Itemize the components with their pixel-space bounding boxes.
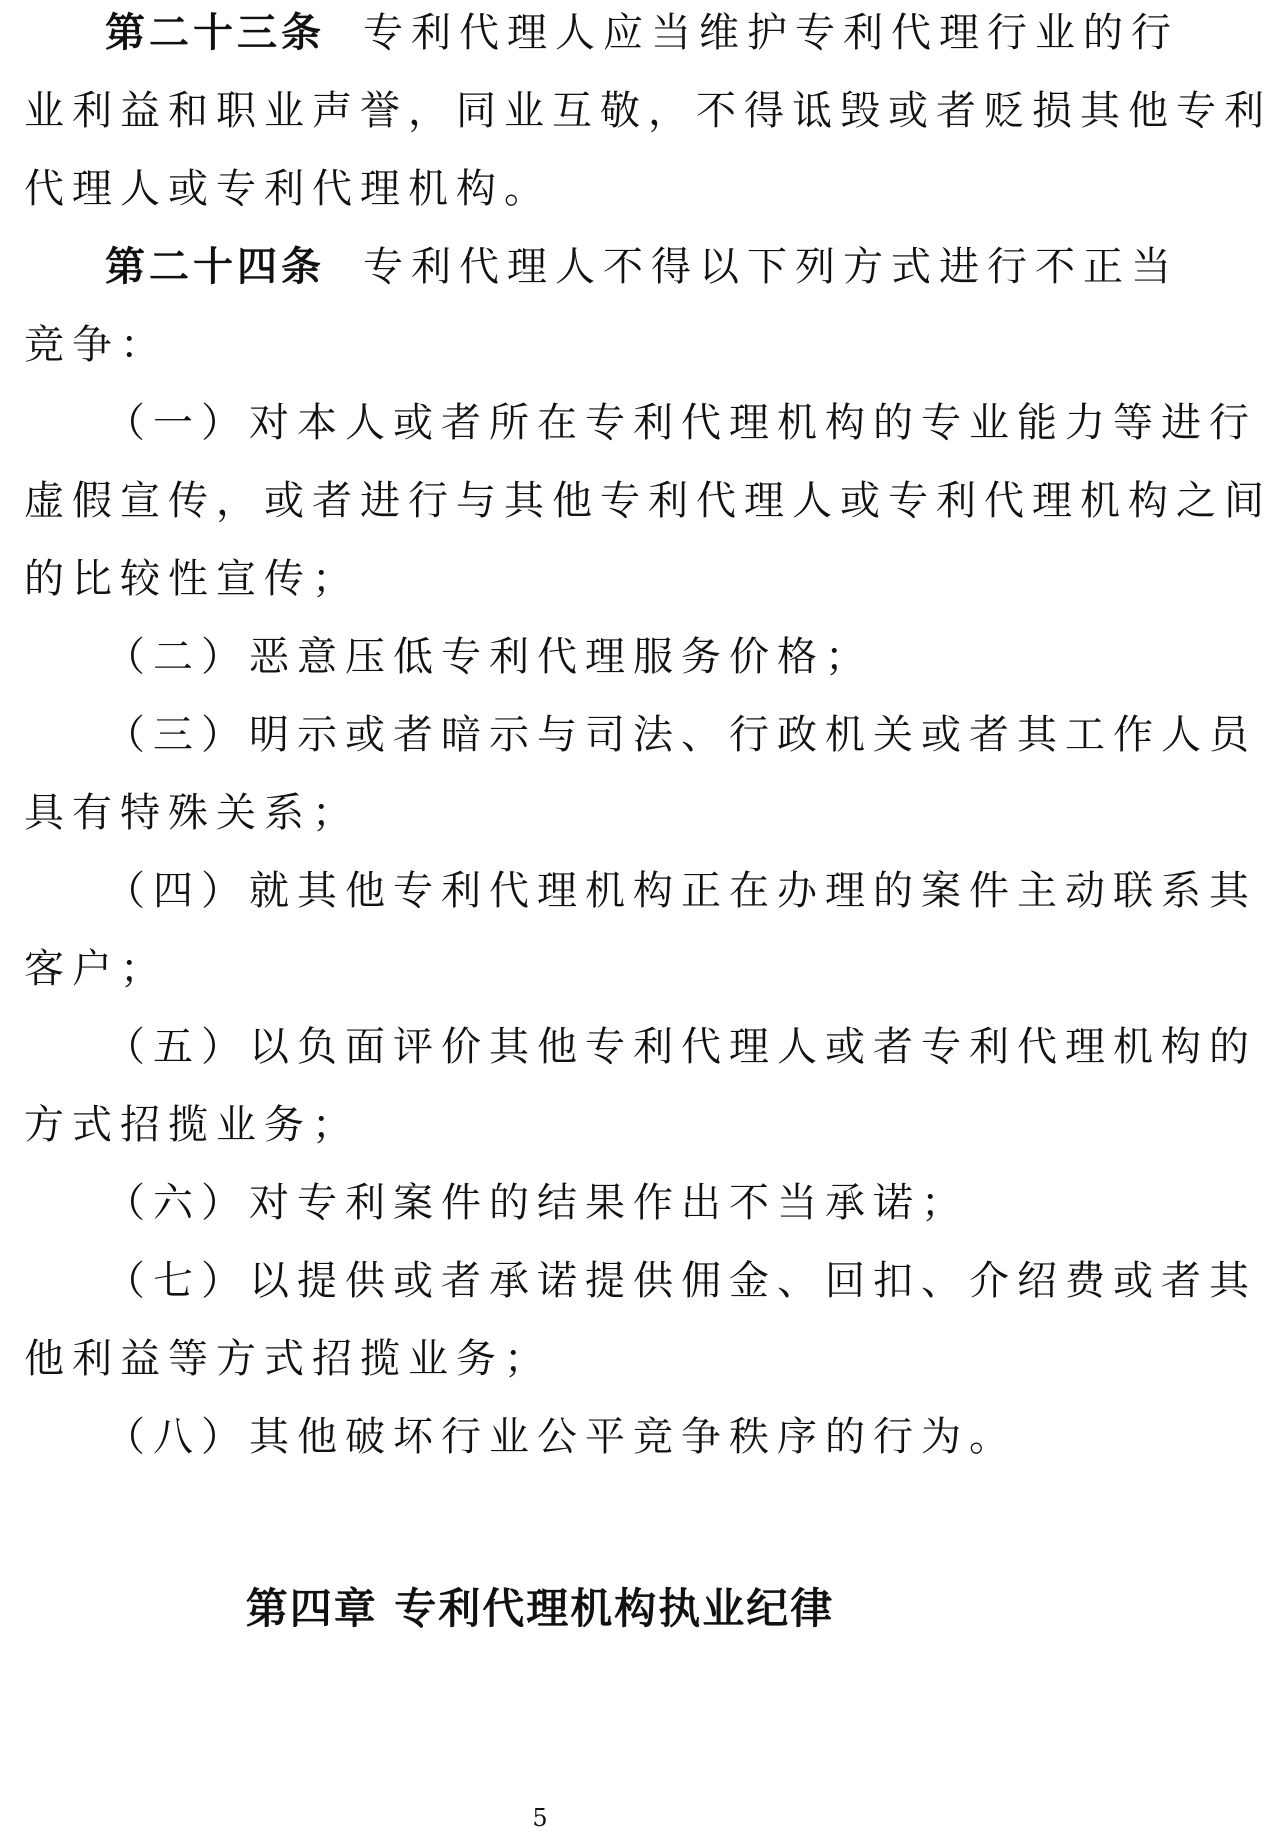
- paragraph-text: 业利益和职业声誉，同业互敬，不得诋毁或者贬损其他专利: [24, 88, 1272, 134]
- paragraph-text: 具有特殊关系；: [24, 790, 360, 836]
- list-item-line: [105, 1410, 1056, 1464]
- article-number: 第二十四条: [105, 244, 325, 290]
- list-item-line: [105, 708, 1257, 762]
- text-line: [24, 786, 1056, 840]
- article-text: 专利代理人应当维护专利代理行业的行: [363, 10, 1179, 56]
- list-item-line: [105, 1176, 1056, 1230]
- paragraph-text: 他利益等方式招揽业务；: [24, 1336, 552, 1382]
- text-line: [24, 942, 1056, 996]
- list-item-text: （四）就其他专利代理机构正在办理的案件主动联系其: [105, 868, 1257, 914]
- chapter-heading: 第四章 专利代理机构执业纪律: [245, 1584, 835, 1633]
- page-number: 5: [532, 1804, 548, 1832]
- list-item-text: （六）对专利案件的结果作出不当承诺；: [105, 1180, 969, 1226]
- text-line: [105, 6, 1179, 60]
- article-number: 第二十三条: [105, 10, 325, 56]
- list-item-text: （三）明示或者暗示与司法、行政机关或者其工作人员: [105, 712, 1257, 758]
- list-item-line: [105, 1254, 1257, 1308]
- text-line: [24, 162, 1056, 216]
- text-line: [24, 552, 1056, 606]
- list-item-text: （八）其他破坏行业公平竞争秩序的行为。: [105, 1414, 1017, 1460]
- list-item-text: （五）以负面评价其他专利代理人或者专利代理机构的: [105, 1024, 1257, 1070]
- text-line: [24, 318, 1056, 372]
- list-item-line: [105, 864, 1257, 918]
- paragraph-text: 竞争：: [24, 322, 168, 368]
- list-item-text: （七）以提供或者承诺提供佣金、回扣、介绍费或者其: [105, 1258, 1257, 1304]
- text-line: [105, 240, 1179, 294]
- paragraph-text: 虚假宣传，或者进行与其他专利代理人或专利代理机构之间: [24, 478, 1272, 524]
- list-item-line: [105, 630, 1056, 684]
- list-item-text: （一）对本人或者所在专利代理机构的专业能力等进行: [105, 400, 1257, 446]
- list-item-line: [105, 396, 1257, 450]
- article-text: 专利代理人不得以下列方式进行不正当: [363, 244, 1179, 290]
- text-line: [24, 1332, 1056, 1386]
- text-line: [24, 1098, 1056, 1152]
- list-item-line: [105, 1020, 1257, 1074]
- paragraph-text: 代理人或专利代理机构。: [24, 166, 552, 212]
- paragraph-text: 方式招揽业务；: [24, 1102, 360, 1148]
- paragraph-text: 客户；: [24, 946, 168, 992]
- paragraph-text: 的比较性宣传；: [24, 556, 360, 602]
- list-item-text: （二）恶意压低专利代理服务价格；: [105, 634, 873, 680]
- text-line: [24, 84, 1272, 138]
- text-line: [24, 474, 1272, 528]
